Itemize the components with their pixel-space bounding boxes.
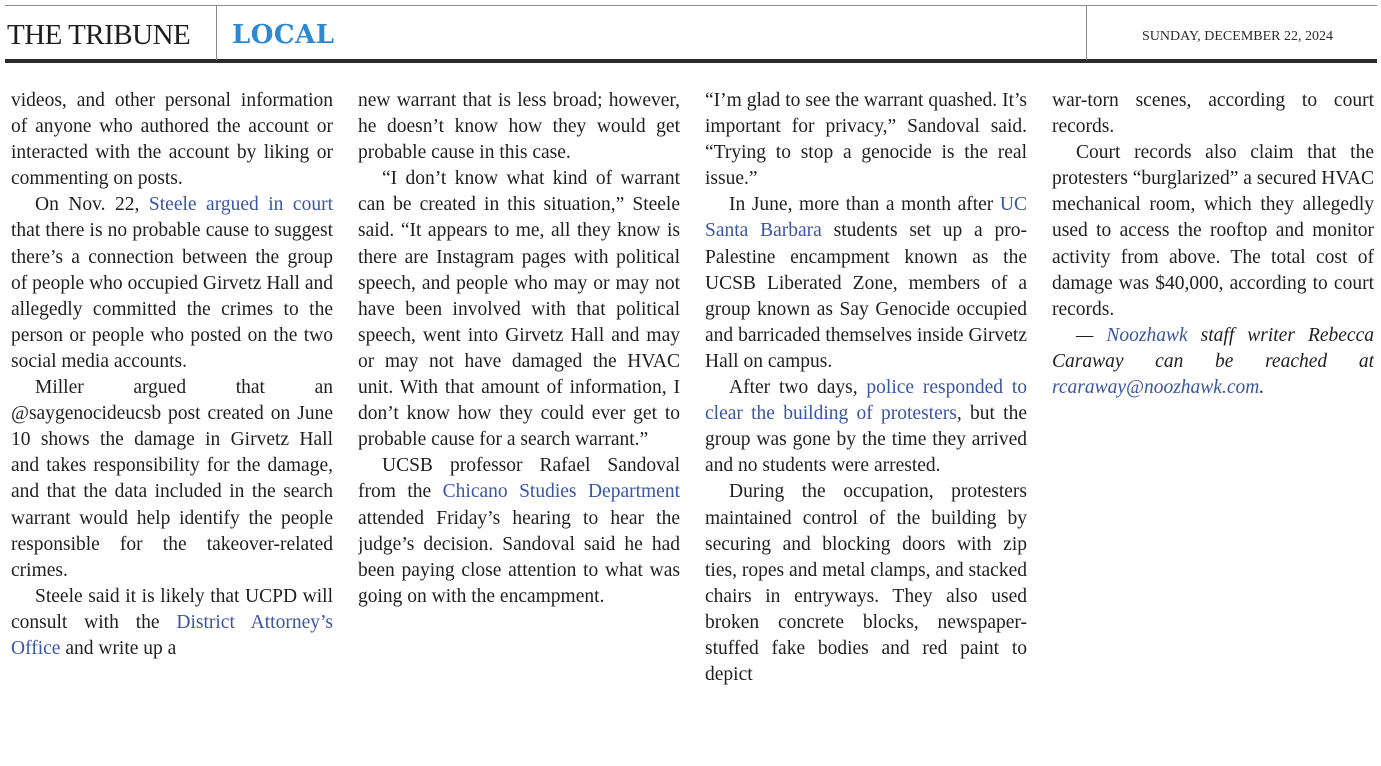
paragraph: After two days, police responded to clear the building of protesters, but the group was gone by the time they arrived and no students were arrested. bbox=[705, 377, 1027, 477]
masthead bbox=[5, 5, 1377, 63]
paragraph: war-torn scenes, according to court records. bbox=[1052, 90, 1374, 138]
paragraph: In June, more than a month after UC Santa Barbara students set up a pro-Palestine encampment known as the UCSB Liberated Zone, members of a group known as Say Genocide occupied and barricaded themselves inside Girvetz Hall on campus. bbox=[705, 194, 1027, 372]
masthead-divider-left bbox=[216, 6, 217, 60]
masthead-divider-right bbox=[1086, 6, 1087, 60]
link-police-responded[interactable]: police responded to clear the building of protesters bbox=[705, 377, 1027, 425]
section-label: LOCAL bbox=[232, 20, 335, 50]
paragraph: Miller argued that an @saygenocideucsb post created on June 10 shows the damage in Girvetz Hall and takes responsibility for the damage, and that the data included in the search warrant would help identify the people responsible for the takeover-related crimes. bbox=[11, 377, 333, 581]
article-column-1 bbox=[11, 88, 333, 758]
dateline: SUNDAY, DECEMBER 22, 2024 bbox=[1142, 29, 1333, 44]
publication-name: THE TRIBUNE bbox=[7, 19, 191, 51]
author-credit: — Noozhawk staff writer Rebecca Caraway can be reached at rcaraway@noozhawk.com. bbox=[1052, 324, 1374, 399]
paragraph: videos, and other personal information of anyone who authored the account or interacted with the account by liking or commenting on posts. bbox=[11, 90, 333, 190]
paragraph: During the occupation, protesters maintained control of the building by securing and blocking doors with zip ties, ropes and metal clamps, and stacked chairs in entryways. They also used broken concrete blocks, newspaper-stuffed fake bodies and red paint to depict bbox=[705, 481, 1027, 686]
paragraph: Steele said it is likely that UCPD will consult with the District Attorney’s Office and write up a bbox=[11, 585, 333, 659]
author-email-link[interactable]: rcaraway@noozhawk.com bbox=[1052, 377, 1260, 399]
article-column-4 bbox=[1052, 88, 1374, 758]
link-chicano-studies[interactable]: Chicano Studies Department bbox=[442, 481, 680, 503]
link-steele-argued[interactable]: Steele argued in court bbox=[148, 194, 333, 216]
link-district-attorney[interactable]: District Attorney’s Office bbox=[11, 611, 333, 659]
link-uc-santa-barbara[interactable]: UC Santa Barbara bbox=[705, 194, 1027, 242]
article-column-3 bbox=[705, 88, 1027, 758]
paragraph: UCSB professor Rafael Sandoval from the Chicano Studies Department attended Friday’s hearing to hear the judge’s decision. Sandoval said he had been paying close attention to what was going on with the encampment. bbox=[358, 455, 680, 607]
link-noozhawk[interactable]: Noozhawk bbox=[1106, 324, 1188, 346]
paragraph: Court records also claim that the protesters “burglarized” a secured HVAC mechanical room, which they allegedly used to access the rooftop and monitor activity from above. The total cost of damage was $40,000, according to court records. bbox=[1052, 142, 1374, 320]
paragraph: On Nov. 22, Steele argued in court that there is no probable cause to suggest there’s a connection between the group of people who occupied Girvetz Hall and allegedly committed the crimes to the person or people who posted on the two social media accounts. bbox=[11, 194, 333, 372]
paragraph: new warrant that is less broad; however, he doesn’t know how they would get probable cause in this case. bbox=[358, 90, 680, 164]
paragraph: “I’m glad to see the warrant quashed. It’s important for privacy,” Sandoval said. “Trying to stop a genocide is the real issue.” bbox=[705, 90, 1027, 190]
article-column-2 bbox=[358, 88, 680, 758]
paragraph: “I don’t know what kind of warrant can be created in this situation,” Steele said. “It appears to me, all they know is there are Instagram pages with political speech, and people who may or may not have been involved with that political speech, went into Girvetz Hall and may or may not have damaged the HVAC unit. With that amount of information, I don’t know how they could ever get to probable cause for a search warrant.” bbox=[358, 168, 680, 451]
